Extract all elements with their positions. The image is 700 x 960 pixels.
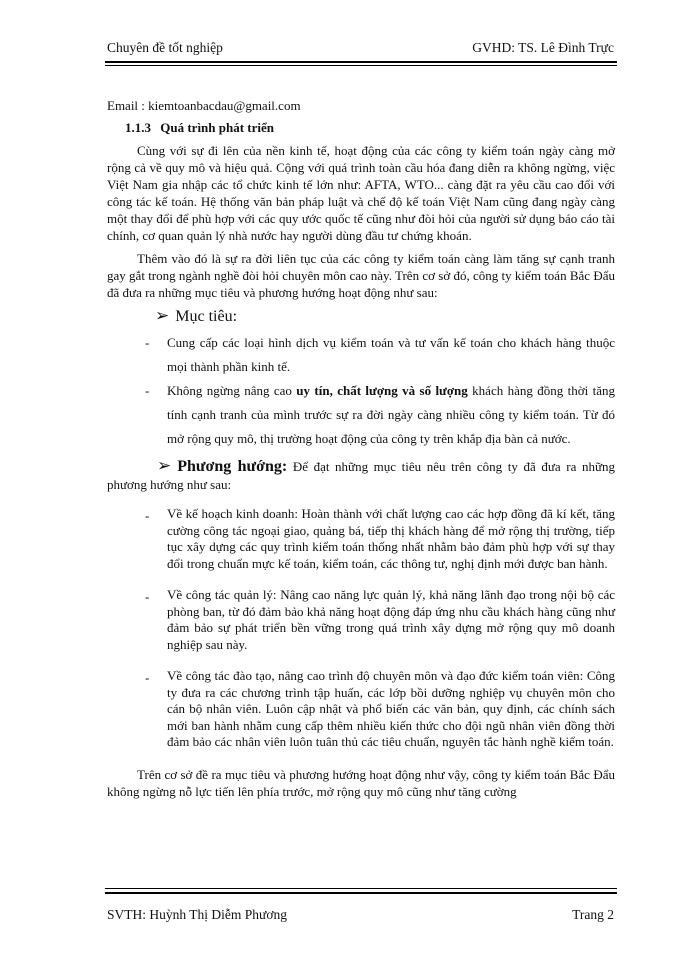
paragraph-2: Thêm vào đó là sự ra đời liên tục của các công ty kiểm toán càng làm tăng sự cạnh tranh gay gắt trong ngành nghề đòi hỏi chuyên môn cao này. Trên cơ sở đó, công ty kiểm toán Bắc Đẩu đã đưa ra những mục tiêu và phương hướng hoạt động như sau: [107, 251, 615, 300]
section-title: Quá trình phát triển [160, 120, 275, 135]
section-number: 1.1.3 [125, 120, 151, 135]
page-body [107, 97, 615, 800]
direction-title: Phương hướng: [177, 458, 288, 475]
direction-text: Về công tác quản lý: Nâng cao năng lực quản lý, khả năng lãnh đạo trong nội bộ các phòng ban, từ đó đảm bảo khả năng hoạt động đáp ứng nhu cầu khách hàng cũng như đảm bảo sự phát triển bền vững trong quá trình xây dựng mở rộng quy mô doanh nghiệp sau này. [167, 587, 615, 652]
header-rule-thin [105, 65, 617, 66]
footer-author: SVTH: Huỳnh Thị Diễm Phương [107, 907, 287, 922]
paragraph-1: Cùng với sự đi lên của nền kinh tế, hoạt động của các công ty kiểm toán ngày càng mở rộng cả về quy mô và hiệu quả. Cộng với quá trình toàn cầu hóa đang diễn ra không ngừng, việc Việt Nam gia nhập các tổ chức kinh tế lớn như: AFTA, WTO... càng đặt ra yêu cầu cao đối với công tác kế toán. Hệ thống văn bản pháp luật và chế độ kế toán Việt Nam cũng đang ngày càng một thay đổi để phù hợp với các quy ước quốc tế cũng như đòi hỏi của người sử dụng báo cáo tài chính, cơ quan quản lý nhà nước hay người dùng đầu tư chứng khoán. [107, 143, 615, 243]
direction-item [107, 587, 615, 653]
goal-text: Cung cấp các loại hình dịch vụ kiểm toán và tư vấn kế toán cho khách hàng thuộc mọi thành phần kinh tế. [167, 335, 615, 374]
header-right-text: GVHD: TS. Lê Đình Trực [472, 40, 614, 55]
arrow-bullet-icon: ➢ [155, 306, 170, 325]
direction-intro: Để đạt những mục tiêu nêu trên công ty đã đưa ra những phương hướng như sau: [107, 459, 615, 492]
dash-bullet-icon: - [145, 589, 150, 604]
direction-text: Về công tác đào tạo, nâng cao trình độ chuyên môn và đạo đức kiểm toán viên: Công ty đưa ra các chương trình tập huấn, các lớp bồi dưỡng nghiệp vụ chuyên môn cho cán bộ nhân viên. Luôn cập nhật và phổ biến các văn bản, quy định, các chính sách mới ban hành nhằm cung cấp thêm nhiều kiến thức cho đội ngũ nhân viên đồng thời đảm bảo các nhân viên luôn tuân thủ các tiêu chuẩn, nguyên tắc hành nghề kiểm toán. [167, 668, 615, 749]
arrow-bullet-icon: ➢ [157, 456, 172, 475]
goal-text-end: khách hàng đồng thời tăng tính cạnh tranh của mình trước sự ra đời ngày càng nhiều công ty kiểm toán. Từ đó mở rộng quy mô, thị trường hoạt động của công ty trên khắp địa bàn cả nước. [167, 383, 615, 446]
direction-item [107, 506, 615, 572]
footer-rule-thick [105, 892, 617, 894]
goal-item [107, 331, 615, 379]
direction-item [107, 668, 615, 751]
footer-rule-thin [105, 888, 617, 889]
dash-bullet-icon: - [145, 670, 150, 685]
direction-paragraph [107, 457, 615, 494]
page-number: Trang 2 [572, 907, 614, 922]
closing-paragraph: Trên cơ sở đề ra mục tiêu và phương hướng hoạt động như vậy, công ty kiểm toán Bắc Đẩu không ngừng nỗ lực tiến lên phía trước, mở rộng quy mô cũng như tăng cường [107, 766, 615, 799]
goal-text-bold: uy tín, chất lượng và số lượng [296, 383, 468, 398]
header-left-text: Chuyên đề tốt nghiệp [107, 40, 223, 55]
dash-bullet-icon: - [145, 508, 150, 523]
dash-bullet-icon: - [145, 383, 150, 398]
section-heading [125, 119, 615, 136]
goals-list [107, 331, 615, 451]
direction-list [107, 506, 615, 751]
header-rule-thick [105, 61, 617, 63]
direction-text: Về kế hoạch kinh doanh: Hoàn thành với chất lượng cao các hợp đồng đã kí kết, tăng cường công tác ngoại giao, quảng bá, tiếp thị khách hàng để mở rộng thị trường, tiếp tục xây dựng các quy trình kiểm toán thống nhất nhằm bảo đảm phù hợp với sự thay đổi trong chuẩn mực kế toán, kiểm toán, các thông tư, nghị định mới được ban hành. [167, 506, 615, 571]
goal-text-start: Không ngừng nâng cao [167, 383, 297, 398]
dash-bullet-icon: - [145, 335, 150, 350]
goal-item [107, 379, 615, 451]
email-line: Email : kiemtoanbacdau@gmail.com [107, 98, 301, 113]
goals-title: Mục tiêu: [175, 308, 238, 325]
goals-heading [155, 307, 615, 325]
